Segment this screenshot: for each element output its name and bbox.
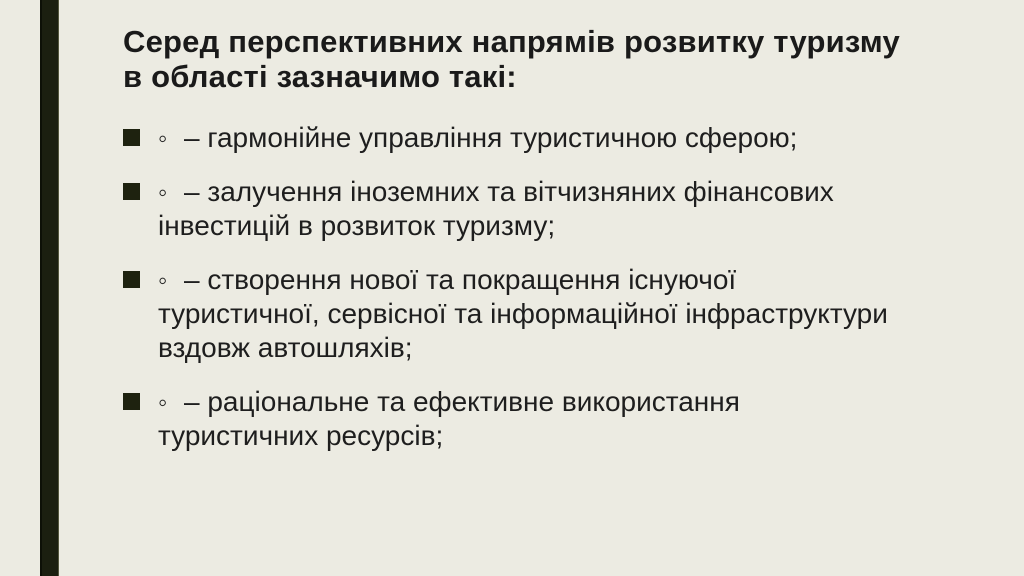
square-bullet-icon (123, 271, 140, 288)
list-item (123, 121, 903, 155)
circle-bullet-icon: ◦ (158, 177, 168, 207)
left-accent-bar (40, 0, 59, 576)
circle-bullet-icon: ◦ (158, 387, 168, 417)
square-bullet-icon (123, 393, 140, 410)
circle-bullet-icon: ◦ (158, 123, 168, 153)
list-item-text: – раціональне та ефективне використання туристичних ресурсів; (158, 386, 740, 451)
list-item (123, 263, 903, 365)
square-bullet-icon (123, 183, 140, 200)
circle-bullet-icon: ◦ (158, 265, 168, 295)
list-item (123, 175, 903, 243)
square-bullet-icon (123, 129, 140, 146)
bullet-list (123, 121, 903, 453)
list-item-text: – створення нової та покращення існуючої туристичної, сервісної та інформаційної інфраструктури вздовж автошляхів; (158, 264, 888, 363)
list-item (123, 385, 903, 453)
list-item-text: – гармонійне управління туристичною сферою; (184, 122, 798, 153)
list-item-text: – залучення іноземних та вітчизняних фінансових інвестицій в розвиток туризму; (158, 176, 834, 241)
slide-title: Серед перспективних напрямів розвитку туризму в області зазначимо такі: (123, 24, 900, 94)
slide-content (123, 24, 943, 473)
